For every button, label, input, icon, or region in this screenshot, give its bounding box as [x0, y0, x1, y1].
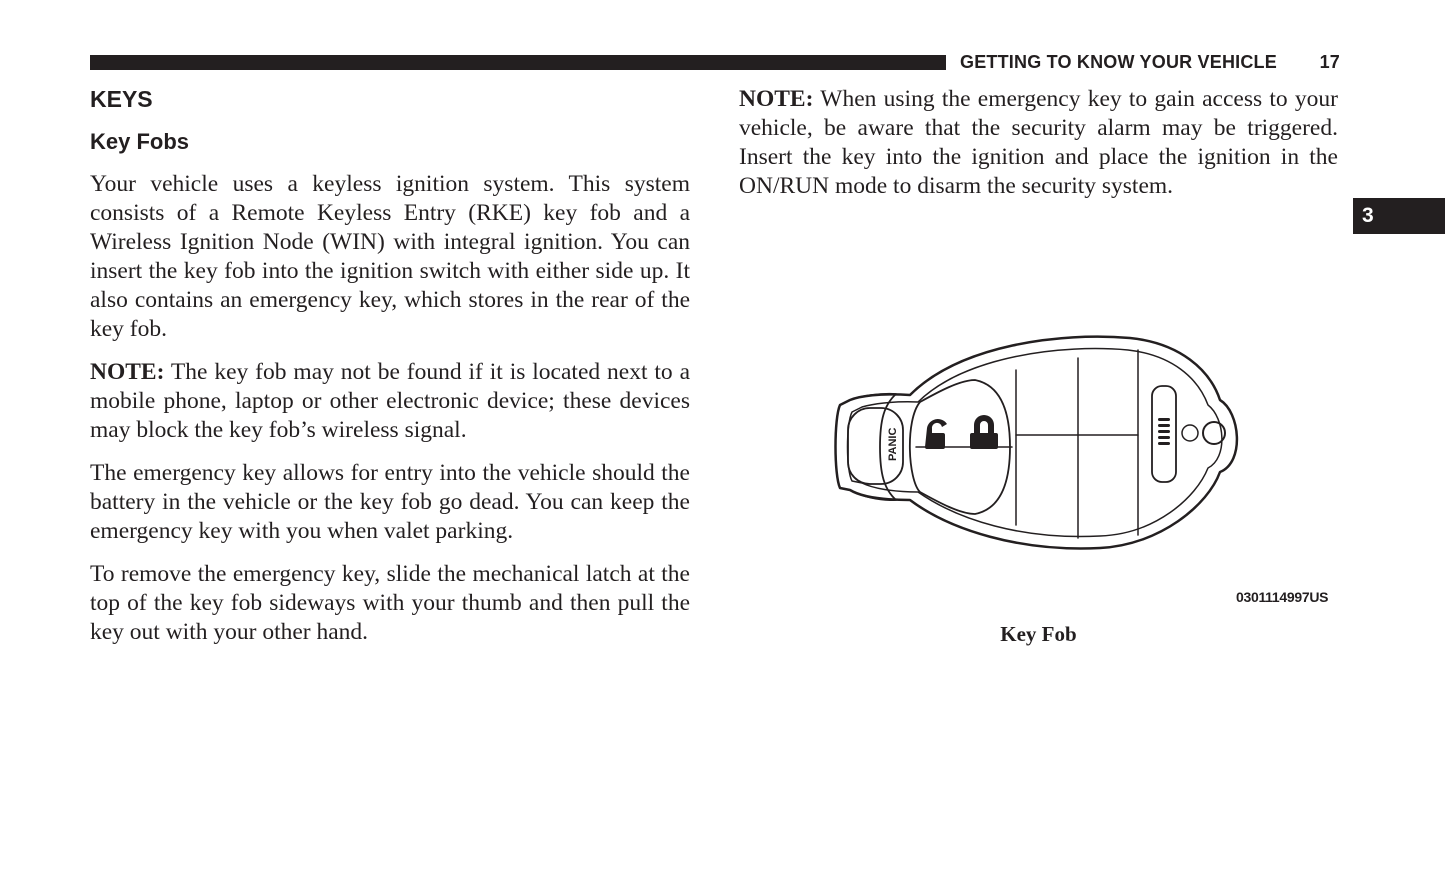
remove-key-paragraph: To remove the emergency key, slide the mechanical latch at the top of the key fob sideways with your thumb and then pull the key out with your other hand.: [90, 561, 690, 645]
section-heading: KEYS: [90, 86, 153, 112]
right-column: [739, 85, 1338, 201]
note-text: The key fob may not be found if it is located next to a mobile phone, laptop or other electronic device; these devices may block the key fob’s wireless signal.: [90, 359, 690, 443]
emergency-key-paragraph: The emergency key allows for entry into the vehicle should the battery in the vehicle or the key fob go dead. You can keep the emergency key with you when valet parking.: [90, 460, 690, 544]
button-icons: [925, 415, 1170, 449]
left-column: [90, 84, 690, 647]
unlock-icon: [925, 419, 947, 449]
figure-caption: Key Fob: [1000, 622, 1077, 646]
security-note-paragraph: [739, 85, 1338, 201]
running-head: [960, 52, 1340, 74]
lock-icon: [970, 415, 998, 449]
indicator-ring: [1182, 425, 1198, 441]
section-title: GETTING TO KNOW YOUR VEHICLE: [960, 52, 1277, 72]
chapter-tab: 3: [1353, 198, 1445, 234]
note-text: When using the emergency key to gain access to your vehicle, be aware that the security alarm may be triggered. Insert the key into the ignition and place the ignition in the ON/RUN mode to disarm the security system.: [739, 86, 1339, 199]
image-code: 0301114997US: [1236, 589, 1329, 605]
panic-label: PANIC: [887, 427, 899, 461]
subsection-heading: Key Fobs: [90, 129, 190, 154]
note-label: NOTE:: [90, 359, 165, 385]
note-label: NOTE:: [739, 86, 814, 112]
intro-paragraph: Your vehicle uses a keyless ignition system. This system consists of a Remote Keyless Entry (RKE) key fob and a Wireless Ignition Node (WIN) with integral ignition. You can insert the key fob into the ignition switch with either side up. It also contains an emergency key, which stores in the rear of the key fob.: [90, 171, 690, 342]
header-rule: [90, 55, 946, 70]
note-paragraph: [90, 358, 690, 445]
fob-slot: [1152, 386, 1176, 482]
key-fob-illustration: [800, 300, 1340, 620]
page-number: 17: [1319, 52, 1340, 72]
